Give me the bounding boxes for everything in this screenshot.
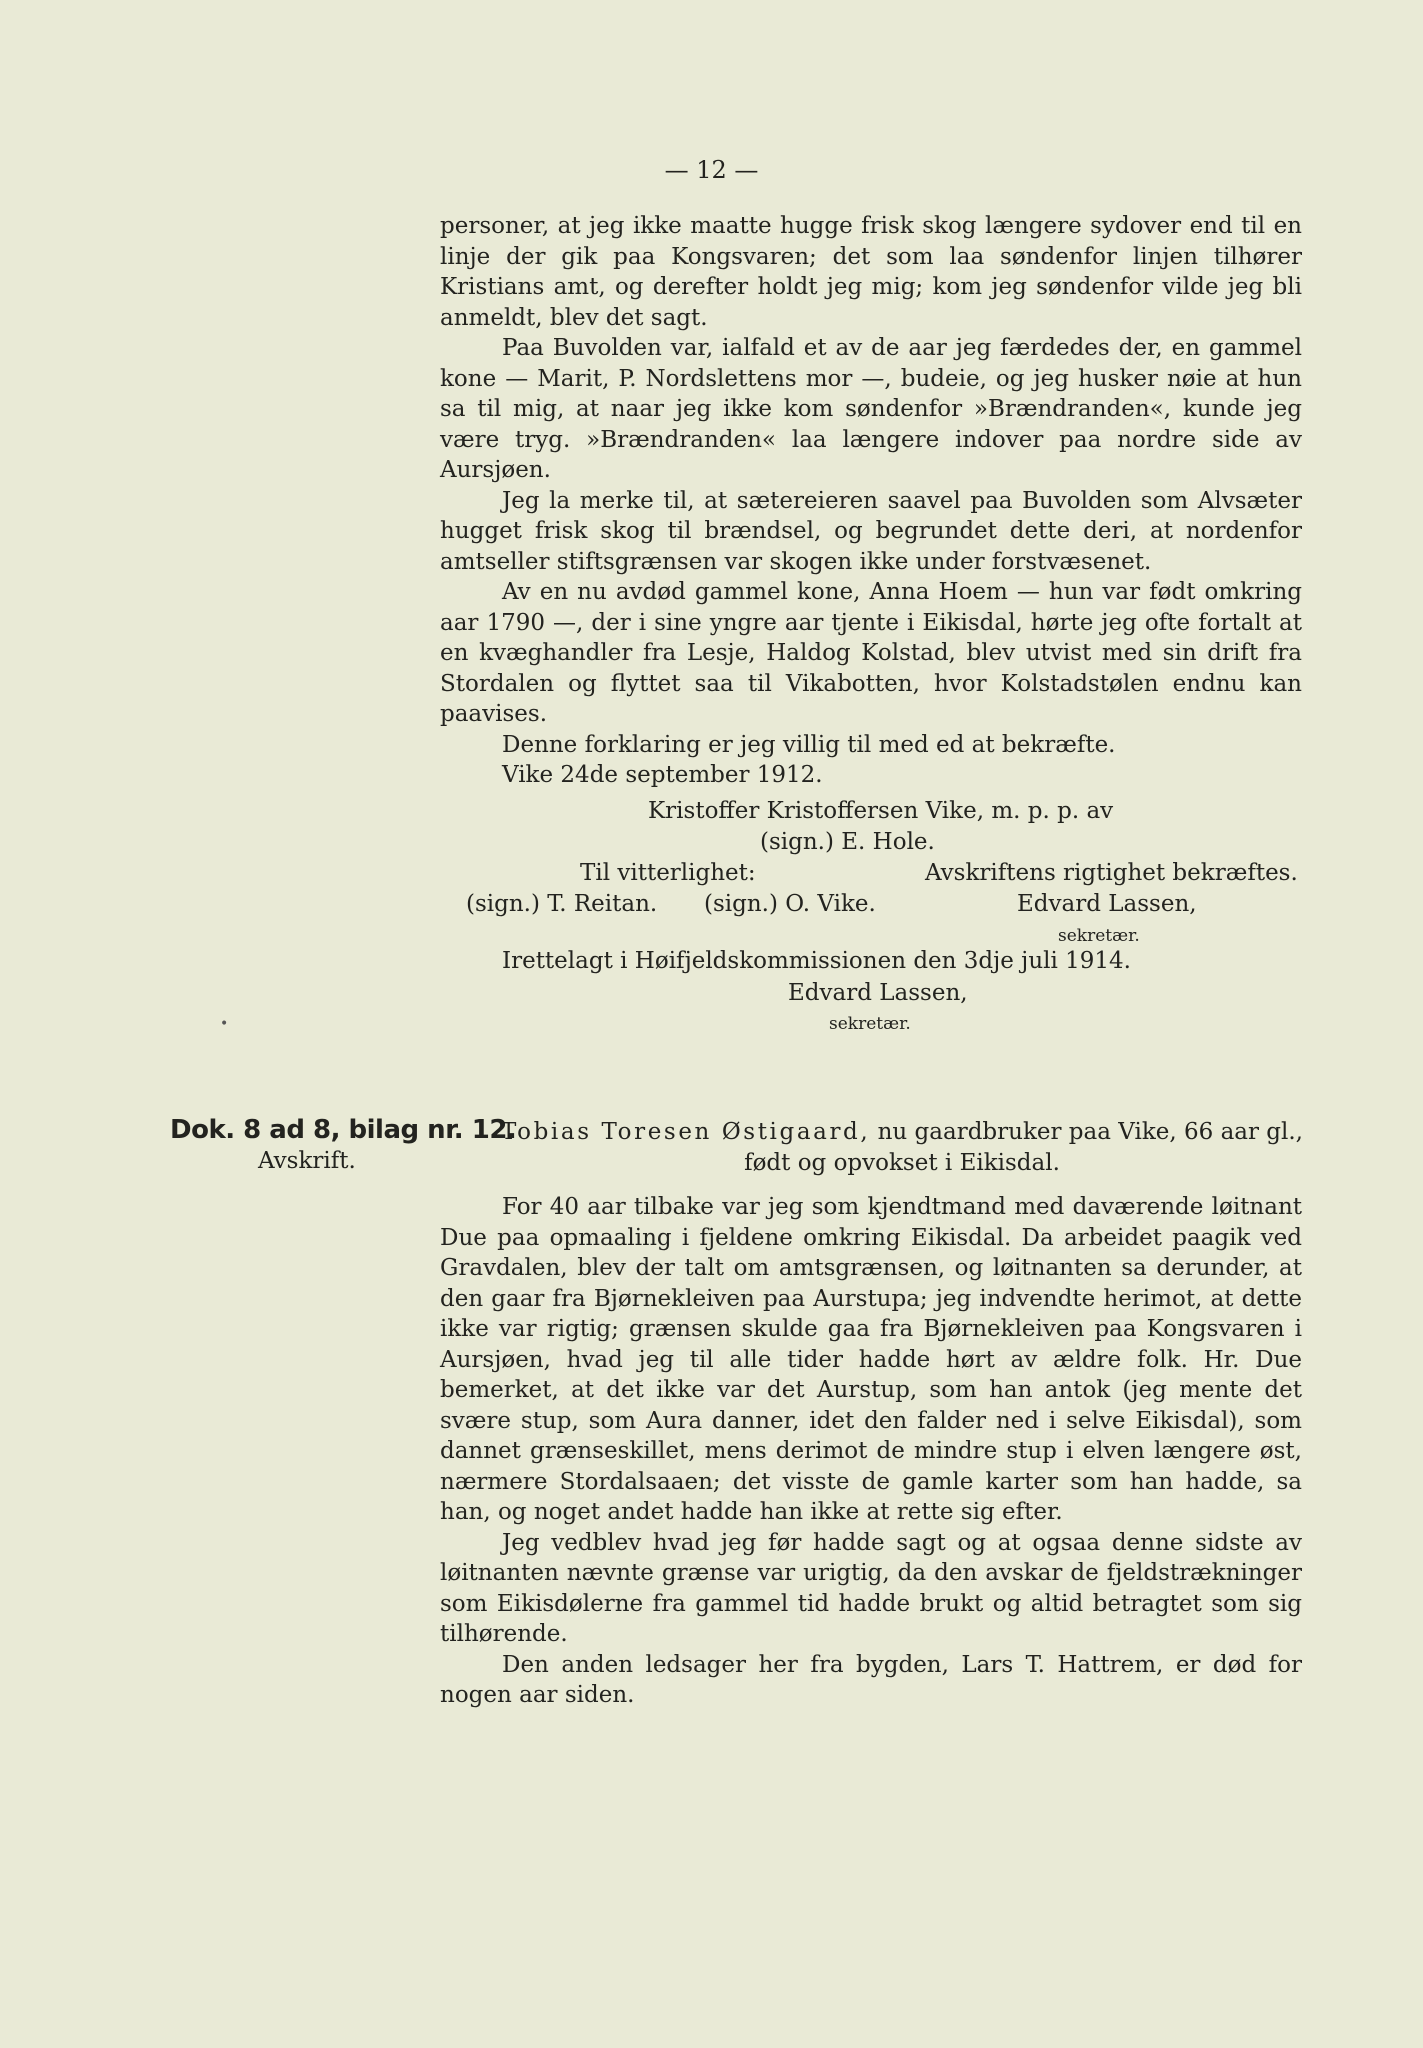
witness-1: (sign.) T. Reitan. [466, 891, 658, 917]
witness-description: nu gaardbruker paa Vike, 66 aar gl., [870, 1119, 1303, 1145]
scan-mark: • [220, 1016, 229, 1032]
paragraph: Den anden ledsager her fra bygden, Lars T. Hattrem, er død for nogen aar siden. [440, 1651, 1302, 1708]
document-reference: Dok. 8 ad 8, bilag nr. 12. [170, 1115, 517, 1145]
section-2-body [440, 1192, 1302, 1711]
paragraph: personer, at jeg ikke maatte hugge frisk skog længere sydover end til en linje der gik paa Kongsvaren; det som laa søndenfor linjen tilhører Kristians amt, og derefter holdt jeg mig; kom jeg søndenfor vilde jeg bli anmeldt, blev det sagt. [440, 213, 1302, 331]
signer-signature: (sign.) E. Hole. [760, 829, 935, 855]
cert-name: Edvard Lassen, [1017, 891, 1197, 917]
witness-heading-line-2: født og opvokset i Eikisdal. [744, 1150, 1060, 1176]
document-type: Avskrift. [258, 1148, 356, 1174]
section-1-body [440, 211, 1302, 791]
paragraph: Denne forklaring er jeg villig til med ed at bekræfte. [502, 731, 1116, 758]
witness-heading [482, 1117, 1322, 1179]
filed-title: sekretær. [829, 1014, 911, 1034]
filed-name: Edvard Lassen, [788, 980, 968, 1006]
paragraph: For 40 aar tilbake var jeg som kjendtmand med daværende løitnant Due paa opmaaling i fjeldene omkring Eikisdal. Da arbeidet paagik ved Gravdalen, blev der talt om amtsgrænsen, og løitnanten sa derunder, at den gaar fra Bjørnekleiven paa Aurstupa; jeg indvendte herimot, at dette ikke var rigtig; grænsen skulde gaa fra Bjørnekleiven paa Kongsvaren i Aursjøen, hvad jeg til alle tider hadde hørt av ældre folk. Hr. Due bemerket, at det ikke var det Aurstup, som han antok (jeg mente det svære stup, som Aura danner, idet den falder ned i selve Eikisdal), som dannet grænseskillet, mens derimot de mindre stup i elven længere øst, nærmere Stordalsaaen; det visste de gamle karter som han hadde, sa han, og noget andet hadde han ikke at rette sig efter. [440, 1194, 1302, 1525]
paragraph: Vike 24de september 1912. [502, 762, 823, 788]
witness-2: (sign.) O. Vike. [704, 891, 876, 917]
certification: Avskriftens rigtighet bekræftes. [925, 860, 1298, 886]
witness-label: Til vitterlighet: [580, 860, 756, 886]
page-number: — 12 — [664, 156, 759, 184]
witness-name: Tobias Toresen Østigaard, [501, 1119, 871, 1145]
paragraph: Jeg la merke til, at sætereieren saavel paa Buvolden som Alvsæter hugget frisk skog til brændsel, og begrundet dette deri, at nordenfor amtseller stiftsgrænsen var skogen ikke under forstvæsenet. [440, 487, 1302, 575]
cert-title: sekretær. [1058, 926, 1140, 946]
signer: Kristoffer Kristoffersen Vike, m. p. p. av [648, 798, 1114, 824]
witness-heading-line-1 [482, 1117, 1322, 1148]
paragraph: Paa Buvolden var, ialfald et av de aar jeg færdedes der, en gammel kone — Marit, P. Nordslettens mor —, budeie, og jeg husker nøie at hun sa til mig, at naar jeg ikke kom søndenfor »Brændranden«, kunde jeg være tryg. »Brændranden« laa længere indover paa nordre side av Aursjøen. [440, 335, 1302, 483]
paragraph: Jeg vedblev hvad jeg før hadde sagt og at ogsaa denne sidste av løitnanten nævnte grænse var urigtig, da den avskar de fjeldstrækninger som Eikisdølerne fra gammel tid hadde brukt og altid betragtet som sig tilhørende. [440, 1529, 1302, 1647]
filed-note: Irettelagt i Høifjeldskommissionen den 3dje juli 1914. [502, 948, 1131, 974]
paragraph: Av en nu avdød gammel kone, Anna Hoem — hun var født omkring aar 1790 —, der i sine yngre aar tjente i Eikisdal, hørte jeg ofte fortalt at en kvæghandler fra Lesje, Haldog Kolstad, blev utvist med sin drift fra Stordalen og flyttet saa til Vikabotten, hvor Kolstadstølen endnu kan paavises. [440, 579, 1302, 727]
